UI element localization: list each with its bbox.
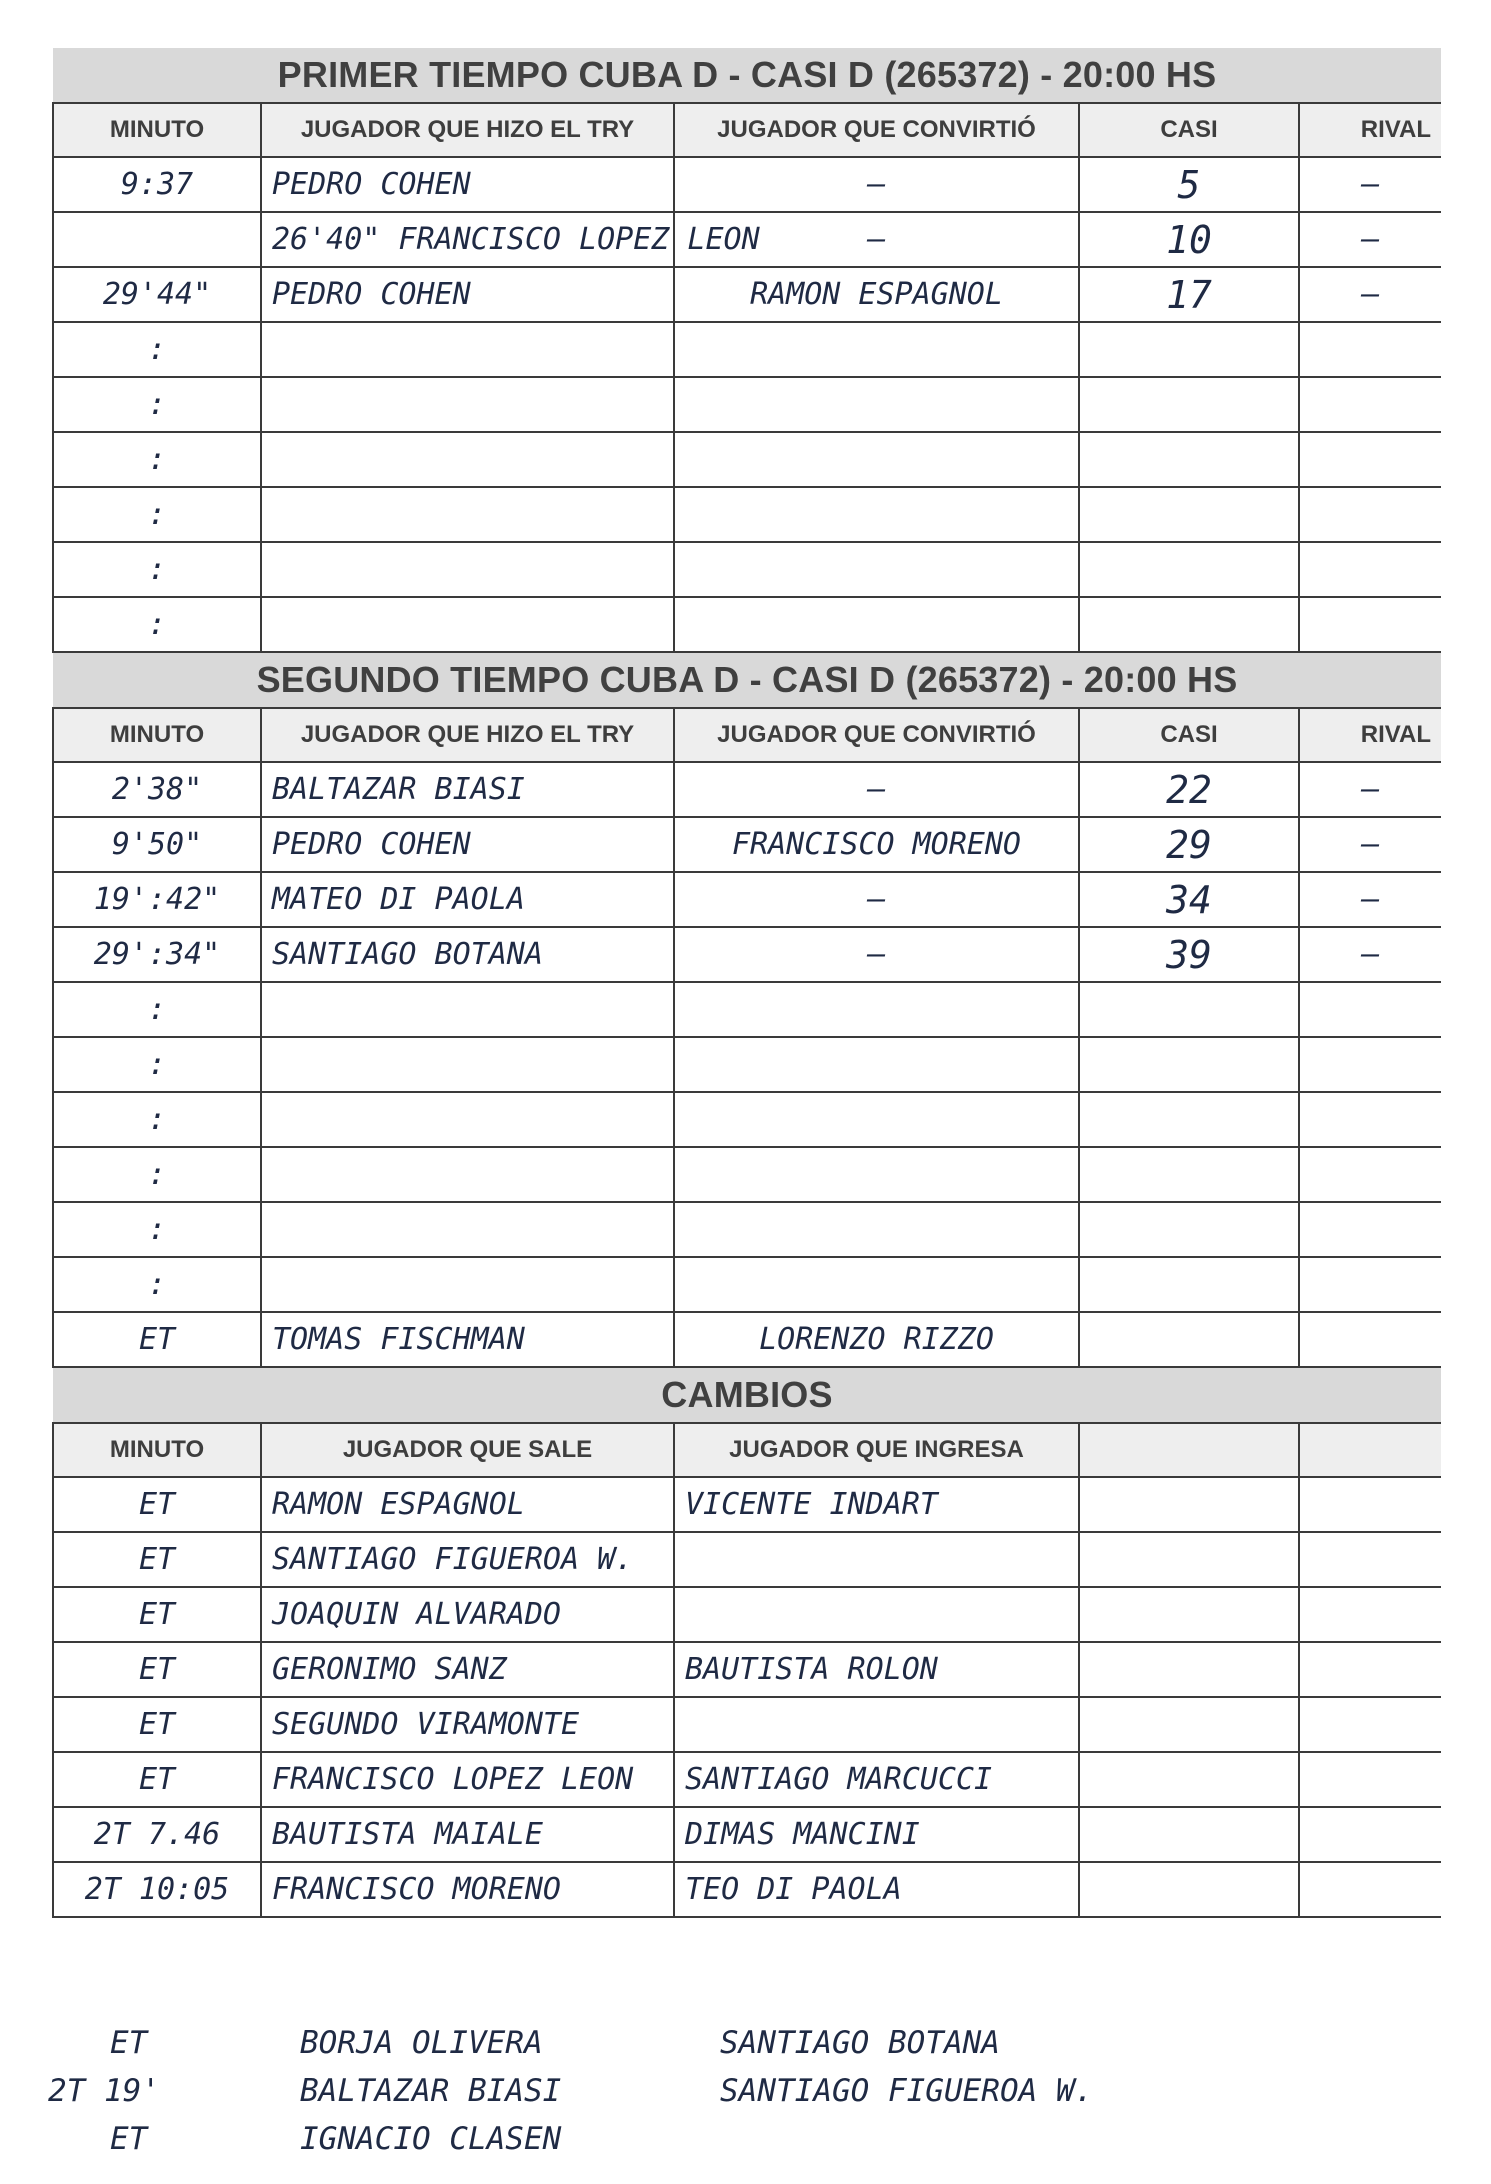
cell-rival [1299, 597, 1441, 652]
cell-casi [1079, 377, 1299, 432]
cell-min: ET [53, 1587, 261, 1642]
score-row [53, 597, 1441, 652]
cell-casi [1079, 322, 1299, 377]
cell-conv [674, 1037, 1079, 1092]
cell-casi [1079, 432, 1299, 487]
extra-min: ET [110, 2121, 148, 2157]
change-row [53, 1532, 1441, 1587]
cell-try: SANTIAGO BOTANA [261, 927, 674, 982]
cell-empty [1299, 1697, 1441, 1752]
cell-min: 2T 10:05 [53, 1862, 261, 1917]
cell-empty [1299, 1642, 1441, 1697]
cell-sale: GERONIMO SANZ [261, 1642, 674, 1697]
cell-casi: 17 [1079, 267, 1299, 322]
cell-ingresa [674, 1697, 1079, 1752]
score-row [53, 432, 1441, 487]
score-row [53, 817, 1441, 872]
cell-rival: — [1299, 817, 1441, 872]
cell-try [261, 432, 674, 487]
cell-empty [1299, 1862, 1441, 1917]
cell-casi [1079, 542, 1299, 597]
cell-casi: 10 [1079, 212, 1299, 267]
cell-try: TOMAS FISCHMAN [261, 1312, 674, 1367]
change-row [53, 1752, 1441, 1807]
cell-conv [674, 487, 1079, 542]
score-row [53, 927, 1441, 982]
score-row [53, 157, 1441, 212]
cell-empty [1079, 1697, 1299, 1752]
segundo-header-row [53, 708, 1441, 762]
column-header: JUGADOR QUE INGRESA [674, 1423, 1079, 1477]
cell-conv [674, 982, 1079, 1037]
cambios-header-row [53, 1423, 1441, 1477]
cell-conv: — [674, 212, 1079, 267]
cell-min: : [53, 1092, 261, 1147]
cell-ingresa: VICENTE INDART [674, 1477, 1079, 1532]
cell-conv [674, 322, 1079, 377]
score-row [53, 872, 1441, 927]
score-row [53, 982, 1441, 1037]
score-row [53, 1202, 1441, 1257]
cell-rival [1299, 322, 1441, 377]
change-row [53, 1862, 1441, 1917]
change-row [53, 1477, 1441, 1532]
change-row [53, 1642, 1441, 1697]
cell-casi: 29 [1079, 817, 1299, 872]
score-row [53, 1257, 1441, 1312]
score-row [53, 1092, 1441, 1147]
cell-conv [674, 542, 1079, 597]
cell-min: : [53, 982, 261, 1037]
cell-min: : [53, 322, 261, 377]
cell-min: 9:37 [53, 157, 261, 212]
cell-conv [674, 1092, 1079, 1147]
cell-ingresa: TEO DI PAOLA [674, 1862, 1079, 1917]
cell-conv: RAMON ESPAGNOL [674, 267, 1079, 322]
cell-try [261, 1147, 674, 1202]
cell-sale: SEGUNDO VIRAMONTE [261, 1697, 674, 1752]
column-header: JUGADOR QUE CONVIRTIÓ [674, 103, 1079, 157]
cell-empty [1299, 1587, 1441, 1642]
cell-casi [1079, 982, 1299, 1037]
cell-conv [674, 432, 1079, 487]
cell-min [53, 212, 261, 267]
cell-rival [1299, 1257, 1441, 1312]
column-header: CASI [1079, 103, 1299, 157]
cell-casi: 5 [1079, 157, 1299, 212]
cambios-title-text: CAMBIOS [53, 1367, 1441, 1423]
cell-min: : [53, 1202, 261, 1257]
cell-try [261, 377, 674, 432]
cell-try [261, 322, 674, 377]
extra-ingresa: SANTIAGO BOTANA [720, 2025, 1000, 2061]
score-row [53, 1147, 1441, 1202]
segundo-tiempo-title [53, 652, 1441, 708]
cell-min: : [53, 377, 261, 432]
score-row [53, 212, 1441, 267]
extra-sale: BORJA OLIVERA [300, 2025, 543, 2061]
cell-rival [1299, 1092, 1441, 1147]
cell-empty [1079, 1642, 1299, 1697]
score-row [53, 322, 1441, 377]
cell-ingresa [674, 1532, 1079, 1587]
cell-rival: — [1299, 927, 1441, 982]
cell-conv: — [674, 927, 1079, 982]
cell-empty [1079, 1587, 1299, 1642]
cell-try [261, 597, 674, 652]
column-header: MINUTO [53, 103, 261, 157]
cell-casi: 34 [1079, 872, 1299, 927]
cell-conv: — [674, 872, 1079, 927]
score-row [53, 762, 1441, 817]
cell-rival: — [1299, 267, 1441, 322]
change-row [53, 1587, 1441, 1642]
cell-casi [1079, 1037, 1299, 1092]
cell-min: : [53, 1257, 261, 1312]
cell-rival [1299, 487, 1441, 542]
cell-conv [674, 1147, 1079, 1202]
cell-min: : [53, 542, 261, 597]
cell-conv: — [674, 157, 1079, 212]
cell-conv [674, 1257, 1079, 1312]
cell-casi [1079, 597, 1299, 652]
cell-try: PEDRO COHEN [261, 267, 674, 322]
cell-min: 2T 7.46 [53, 1807, 261, 1862]
cell-rival [1299, 432, 1441, 487]
cell-casi [1079, 1092, 1299, 1147]
score-row [53, 1312, 1441, 1367]
cell-casi [1079, 1257, 1299, 1312]
primer-header-row [53, 103, 1441, 157]
cell-ingresa: BAUTISTA ROLON [674, 1642, 1079, 1697]
cell-min: ET [53, 1312, 261, 1367]
score-row [53, 542, 1441, 597]
cell-try: BALTAZAR BIASI [261, 762, 674, 817]
cell-conv [674, 597, 1079, 652]
column-header [1079, 1423, 1299, 1477]
cell-conv: — [674, 762, 1079, 817]
cell-empty [1079, 1752, 1299, 1807]
cell-min: ET [53, 1752, 261, 1807]
cell-empty [1299, 1807, 1441, 1862]
cell-sale: BAUTISTA MAIALE [261, 1807, 674, 1862]
primer-tiempo-title [53, 48, 1441, 103]
cell-rival [1299, 377, 1441, 432]
cell-min: ET [53, 1477, 261, 1532]
cell-rival [1299, 1147, 1441, 1202]
cell-casi [1079, 1147, 1299, 1202]
planilla [52, 48, 1440, 1918]
column-header: RIVAL [1299, 103, 1441, 157]
cell-casi: 39 [1079, 927, 1299, 982]
cell-min: 29'44" [53, 267, 261, 322]
cell-try [261, 982, 674, 1037]
cell-try: MATEO DI PAOLA [261, 872, 674, 927]
cell-min: 29':34" [53, 927, 261, 982]
cell-rival [1299, 1037, 1441, 1092]
extra-ingresa: SANTIAGO FIGUEROA W. [720, 2073, 1094, 2109]
cell-empty [1299, 1752, 1441, 1807]
cell-empty [1299, 1532, 1441, 1587]
cell-ingresa [674, 1587, 1079, 1642]
cell-min: 19':42" [53, 872, 261, 927]
cell-casi [1079, 1202, 1299, 1257]
column-header [1299, 1423, 1441, 1477]
cell-conv: FRANCISCO MORENO [674, 817, 1079, 872]
score-row [53, 377, 1441, 432]
cell-conv [674, 1202, 1079, 1257]
cell-casi: 22 [1079, 762, 1299, 817]
score-row [53, 1037, 1441, 1092]
column-header: JUGADOR QUE HIZO EL TRY [261, 708, 674, 762]
extra-sale: IGNACIO CLASEN [300, 2121, 562, 2157]
cell-rival: — [1299, 212, 1441, 267]
column-header: JUGADOR QUE SALE [261, 1423, 674, 1477]
cell-min: ET [53, 1697, 261, 1752]
cell-empty [1299, 1477, 1441, 1532]
column-header: JUGADOR QUE HIZO EL TRY [261, 103, 674, 157]
cell-casi [1079, 487, 1299, 542]
cell-min: : [53, 1147, 261, 1202]
cell-rival [1299, 982, 1441, 1037]
column-header: MINUTO [53, 1423, 261, 1477]
cell-rival: — [1299, 157, 1441, 212]
cell-rival [1299, 542, 1441, 597]
cell-min: : [53, 432, 261, 487]
change-row [53, 1807, 1441, 1862]
cell-empty [1079, 1862, 1299, 1917]
cell-min: : [53, 597, 261, 652]
extra-min: ET [110, 2025, 148, 2061]
change-row [53, 1697, 1441, 1752]
cell-try: PEDRO COHEN [261, 817, 674, 872]
cell-try [261, 1092, 674, 1147]
cell-try: PEDRO COHEN [261, 157, 674, 212]
cell-min: 2'38" [53, 762, 261, 817]
cell-sale: RAMON ESPAGNOL [261, 1477, 674, 1532]
cell-rival: — [1299, 762, 1441, 817]
cambios-title [53, 1367, 1441, 1423]
score-table [52, 48, 1441, 1918]
cell-ingresa: SANTIAGO MARCUCCI [674, 1752, 1079, 1807]
column-header: JUGADOR QUE CONVIRTIÓ [674, 708, 1079, 762]
cell-min: : [53, 1037, 261, 1092]
cell-rival [1299, 1312, 1441, 1367]
extra-sale: BALTAZAR BIASI [300, 2073, 562, 2109]
score-row [53, 487, 1441, 542]
cell-sale: SANTIAGO FIGUEROA W. [261, 1532, 674, 1587]
score-row [53, 267, 1441, 322]
cell-try [261, 542, 674, 597]
cell-try [261, 1257, 674, 1312]
cell-casi [1079, 1312, 1299, 1367]
column-header: CASI [1079, 708, 1299, 762]
cell-rival: — [1299, 872, 1441, 927]
cell-try [261, 487, 674, 542]
cell-empty [1079, 1532, 1299, 1587]
cell-conv [674, 377, 1079, 432]
cell-sale: JOAQUIN ALVARADO [261, 1587, 674, 1642]
cell-min: : [53, 487, 261, 542]
column-header: RIVAL [1299, 708, 1441, 762]
cell-sale: FRANCISCO LOPEZ LEON [261, 1752, 674, 1807]
primer-tiempo-title-text: PRIMER TIEMPO CUBA D - CASI D (265372) - 20:00 HS [53, 48, 1441, 103]
cell-try [261, 1037, 674, 1092]
cell-sale: FRANCISCO MORENO [261, 1862, 674, 1917]
extra-min: 2T 19' [48, 2073, 160, 2109]
segundo-tiempo-title-text: SEGUNDO TIEMPO CUBA D - CASI D (265372) - 20:00 HS [53, 652, 1441, 708]
cell-empty [1079, 1807, 1299, 1862]
cell-try [261, 1202, 674, 1257]
cell-rival [1299, 1202, 1441, 1257]
cell-min: ET [53, 1642, 261, 1697]
cell-min: 9'50" [53, 817, 261, 872]
column-header: MINUTO [53, 708, 261, 762]
cell-conv: LORENZO RIZZO [674, 1312, 1079, 1367]
cell-try: 26'40" FRANCISCO LOPEZ LEON [261, 212, 674, 267]
cell-empty [1079, 1477, 1299, 1532]
cell-min: ET [53, 1532, 261, 1587]
cell-ingresa: DIMAS MANCINI [674, 1807, 1079, 1862]
